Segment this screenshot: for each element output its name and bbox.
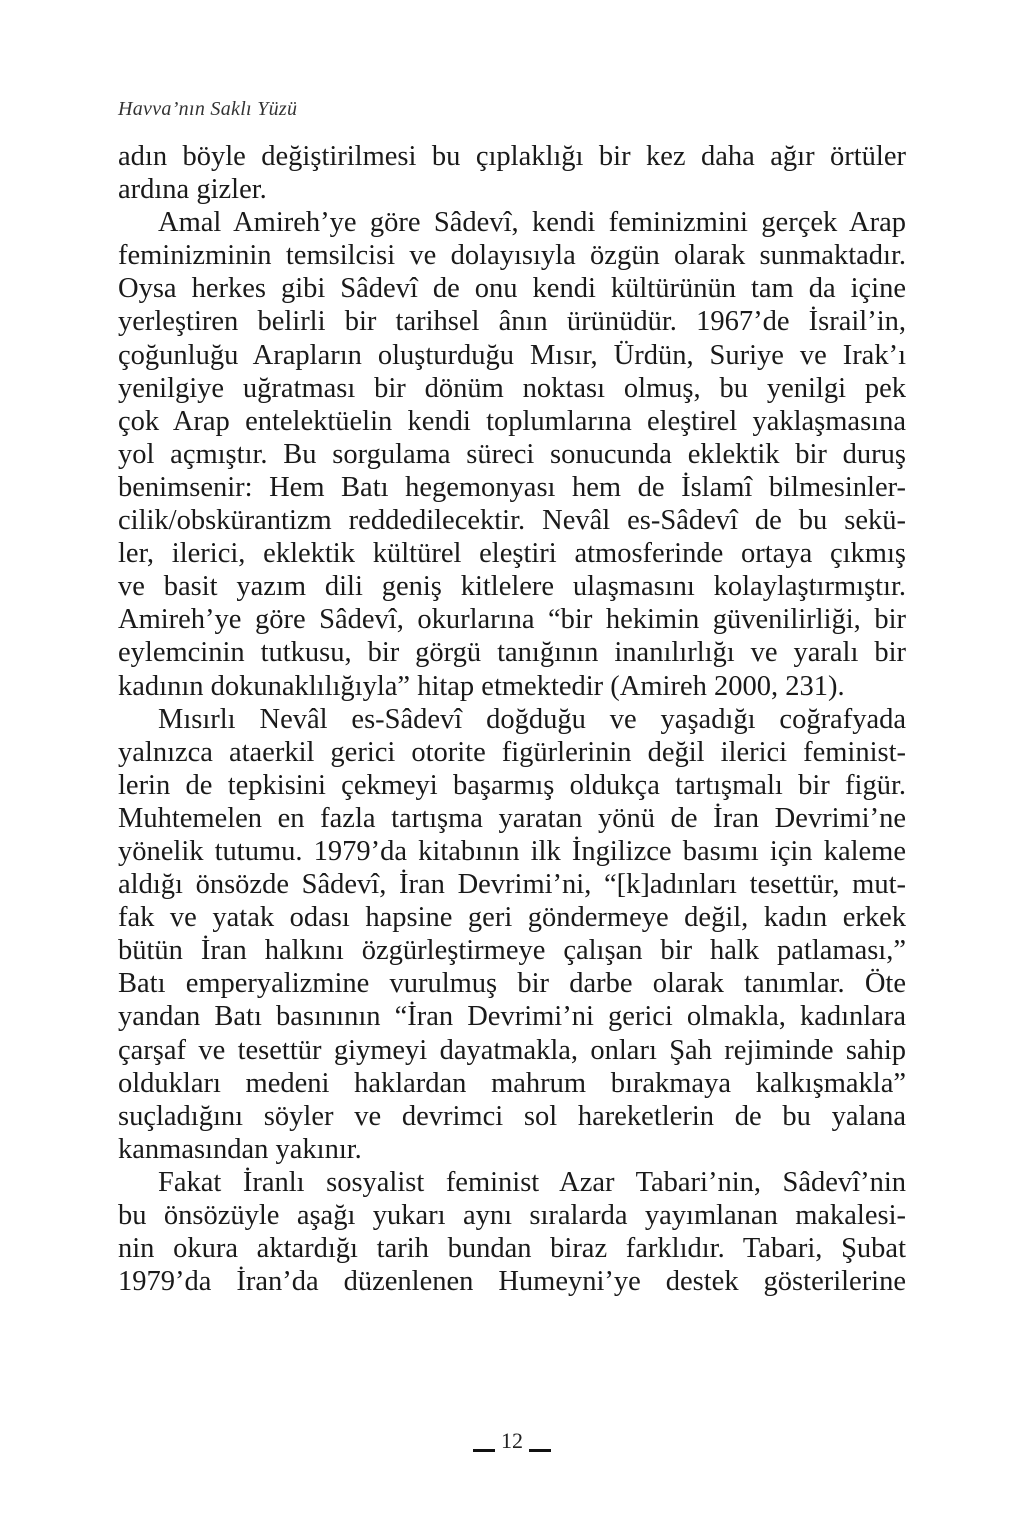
text-line: oldukları medeni haklardan mahrum bırakmaya kalkışmakla” — [118, 1067, 906, 1099]
text-line: bu önsözüyle aşağı yukarı aynı sıralarda yayımlanan makalesi- — [118, 1200, 906, 1231]
text-line: nin okura aktardığı tarih bundan biraz farklıdır. Tabari, Şubat — [118, 1233, 906, 1265]
text-line: çoğunluğu Arapların oluşturduğu Mısır, Ürdün, Suriye ve Irak’ı — [118, 339, 906, 371]
text-line: benimsenir: Hem Batı hegemonyası hem de İslamî bilmesinler- — [118, 471, 906, 503]
folio-wrapper — [473, 1428, 551, 1454]
text-line: Batı emperyalizmine vurulmuş bir darbe olarak tanımlar. Öte — [118, 968, 906, 1000]
text-line: yenilgiye uğratması bir dönüm noktası olmuş, bu yenilgi pek — [118, 372, 906, 404]
running-head-title: Havva’nın Saklı Yüzü — [118, 98, 298, 120]
page-folio — [0, 1428, 1024, 1454]
text-line: bütün İran halkını özgürleştirmeye çalışan bir halk patlaması,” — [118, 935, 906, 967]
folio-rule-right — [529, 1449, 551, 1452]
text-line: yönelik tutumu. 1979’da kitabının ilk İngilizce basımı için kaleme — [118, 835, 906, 867]
text-line: cilik/obskürantizm reddedilecektir. Nevâl es-Sâdevî de bu sekü- — [118, 505, 906, 537]
text-line: Amireh’ye göre Sâdevî, okurlarına “bir hekimin güvenilirliği, bir — [118, 604, 906, 636]
text-line: adın böyle değiştirilmesi bu çıplaklığı bir kez daha ağır örtüler — [118, 141, 906, 172]
text-line: fak ve yatak odası hapsine geri göndermeye değil, kadın erkek — [118, 902, 906, 934]
text-line: eylemcinin tutkusu, bir görgü tanığının inanılırlığı ve yaralı bir — [118, 637, 906, 669]
text-line: ler, ilerici, eklektik kültürel eleştiri atmosferinde ortaya çıkmış — [118, 538, 906, 570]
text-line: ve basit yazım dili geniş kitlelere ulaşmasını kolaylaştırmıştır. — [118, 571, 906, 603]
text-line: Oysa herkes gibi Sâdevî de onu kendi kültürünün tam da içine — [118, 273, 906, 305]
text-line: yandan Batı basınının “İran Devrimi’ni gerici olmakla, kadınlara — [118, 1001, 906, 1033]
text-line: feminizminin temsilcisi ve dolayısıyla özgün olarak sunmaktadır. — [118, 240, 906, 272]
text-line: Mısırlı Nevâl es-Sâdevî doğduğu ve yaşadığı coğrafyada — [158, 703, 906, 735]
text-line: çok Arap entelektüelin kendi toplumlarına eleştirel yaklaşmasına — [118, 405, 906, 437]
text-line: aldığı önsözde Sâdevî, İran Devrimi’ni, “[k]adınları tesettür, mut- — [118, 869, 906, 901]
text-line: 1979’da İran’da düzenlenen Humeyni’ye destek gösterilerine — [118, 1266, 906, 1298]
text-line: kanmasından yakınır. — [118, 1133, 362, 1165]
text-line: yerleştiren belirli bir tarihsel ânın ürünüdür. 1967’de İsrail’in, — [118, 306, 906, 338]
text-line: lerin de tepkisini çekmeyi başarmış oldukça tartışmalı bir figür. — [118, 769, 906, 801]
body-text — [118, 140, 906, 1298]
text-line: Fakat İranlı sosyalist feminist Azar Tabari’nin, Sâdevî’nin — [158, 1166, 906, 1198]
text-line: yol açmıştır. Bu sorgulama süreci sonucunda eklektik bir duruş — [118, 438, 906, 470]
page-number: 12 — [501, 1428, 523, 1453]
text-line: Muhtemelen en fazla tartışma yaratan yönü de İran Devrimi’ne — [118, 802, 906, 834]
text-line: çarşaf ve tesettür giymeyi dayatmakla, onları Şah rejiminde sahip — [118, 1034, 906, 1066]
folio-rule-left — [473, 1449, 495, 1452]
text-line: yalnızca ataerkil gerici otorite figürlerinin değil ilerici feminist- — [118, 736, 906, 768]
text-line: ardına gizler. — [118, 174, 267, 206]
text-line: suçladığını söyler ve devrimci sol hareketlerin de bu yalana — [118, 1100, 906, 1132]
text-line: Amal Amireh’ye göre Sâdevî, kendi feminizmini gerçek Arap — [158, 207, 906, 239]
text-line: kadının dokunaklılığıyla” hitap etmektedir (Amireh 2000, 231). — [118, 670, 845, 702]
